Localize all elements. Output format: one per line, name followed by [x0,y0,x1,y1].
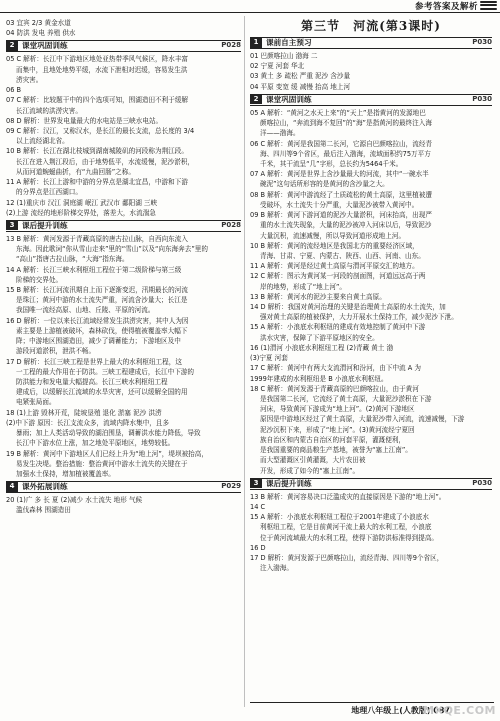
answer-line: 04 防洪 发电 养殖 供水 [6,29,76,38]
band-label: 课后提升训练 [22,220,68,230]
answer-line: 05 A 解析：“黄河之水天上来”的“天上”是指黄河的发源地巴 [250,108,426,117]
answer-line: 02 宁夏 河套 华北 [250,62,305,71]
answer-line: 重的水土流失现象，大量的泥沙被冲入河床以后，导致泥沙 [260,221,432,230]
answer-line: 长江中下游水位上涨，加之地处平原地区，地势较低。 [16,439,175,448]
answer-line: 是我国第二长河，它流经了黄土高原，大量泥沙淤积在下游 [260,395,432,403]
page-ref-tag: P030 [472,478,492,487]
section-band-preview [250,37,492,49]
answer-line: 06 C 解析：黄河是我国第二长河，它源自巴颜喀拉山，流经青 [250,139,433,148]
section-band-practice [6,40,241,52]
answer-line: 08 B 解析：黄河中游流经了土质疏松的黄土高原，这里植被遭 [250,190,432,199]
watermark: MXQE.COM [423,703,496,717]
band-label: 课后提升训练 [266,478,312,488]
answer-line: (2)上游 流经的地形阶梯交界处，落差大，水流湍急 [6,208,156,217]
answer-line: 14 D 解析：我国对黄河治理的关键是治理黄土高原的水土流失，加 [250,303,446,312]
answer-line: 族自治区和内蒙古自治区的河套平原，灌溉便利， [260,435,406,444]
answer-line: 09 B 解析：黄河下游河道的泥沙大量淤积，河床抬高，出现严 [250,211,432,220]
band-number-badge: 4 [6,482,18,492]
band-number-badge: 3 [250,479,262,489]
answer-line: 洪水灾害，保障了下游平原地区的安全。 [260,333,379,342]
answer-line: 17 C 解析：黄河中有两大支流渭河和汾河，由下中流 A 为 [250,364,421,373]
left-answers-block-3 [6,495,241,515]
band-number-badge: 2 [6,41,18,51]
answer-line: 13 B 解析：黄河水的泥沙主要来自黄土高原。 [250,292,386,301]
answer-line: 17 D 解析：长江三峡工程是世界上最大的水利枢纽工程，这 [6,357,182,366]
section-band-extension [6,481,241,493]
answer-line: 07 A 解析：黄河是世界上含沙量最大的河流，其中“一碗水半 [250,170,429,179]
answer-line: 碗泥”这句话所形容的是黄河的含沙量之大。 [260,180,389,189]
answer-line: 电紧张局面。 [16,398,56,407]
answer-line: 18 C 解析：黄河发源于青藏高原的巴颜喀拉山，由于黄河 [250,384,419,393]
answer-line: 15 A 解析：小浪底水利枢纽的建成有效地控制了黄河中下游 [250,323,426,332]
answer-line: 东海。因此歌词“你从雪山走来”里的“雪山”以及“向东海奔去”里的 [16,245,208,254]
book-logo-icon [480,1,497,11]
answer-line: 阶梯的交界处。 [16,275,63,284]
right-column [250,18,492,574]
band-number-badge: 3 [6,221,18,231]
answer-line: 泥沙沉积下来，形成了“地上河”。(3)黄河流经宁夏回 [260,425,415,434]
answer-line: 09 C 解析：汉江，又称汉水，是长江的最长支流，总长度的 3/4 [6,126,195,135]
band-number-badge: 1 [250,38,262,48]
left-answers-block-2 [6,234,241,479]
answer-line: 颜喀拉山，“奔流到海不复回”的“海”是指黄河的最终注入海 [260,119,432,128]
answer-line: 长江流域的洪涝灾害。 [16,106,82,115]
answer-line: 20 (1)广 多 长 夏 (2)减少 水土流失 地形 气候 [6,496,143,505]
band-number-badge: 2 [250,95,262,105]
page-ref-tag: P030 [472,38,492,46]
answer-line: 15 A 解析：小浪底水利枢纽工程位于2001年建成了小浪底水 [250,513,429,522]
answer-line: 03 宜宾 2/3 黄金水道 [6,19,71,27]
section-band-practice [250,94,492,106]
answer-line: 开发，形成了如今的“塞上江南”。 [260,466,360,475]
answer-line: 10 B 解析：长江在湖北枝城到湖南城陵矶的河段称为荆江段。 [6,147,188,156]
answer-line: 16 D [250,543,266,552]
answer-line: 17 D 解析：黄河发源于巴颜喀拉山，流经青海、四川等9个省区， [250,554,444,563]
section-name: 河流(第3课时) [353,19,441,33]
page-ref-tag: P028 [221,220,241,229]
right-answers-block-3 [250,492,492,574]
answer-line: 06 B [6,86,22,95]
answer-line: 04 平原 变宽 缓 减慢 抬高 地上河 [250,82,351,91]
band-label: 课堂巩固训练 [22,41,68,51]
page-footer: 地理八年级上(人教版) 087 [351,705,450,715]
section-part: 第三节 [301,19,341,33]
left-column [6,18,241,516]
page-ref-tag: P030 [472,94,492,103]
answer-line: 游段河道淤积，泄洪不畅。 [16,347,96,356]
right-answers-block-1 [250,51,492,92]
answer-line: 青海、甘肃、宁夏、内蒙古、陕西、山西、河南、山东。 [260,251,425,260]
answer-line: 从而河道蜿蜒曲折，有“九曲回肠”之称。 [16,167,135,176]
left-intro-block [6,18,241,38]
answer-line: 13 B 解析：黄河容易决口泛滥成灾的直接原因是下游的“地上河”。 [250,492,446,501]
answer-line: 08 D 解析：世界发电量最大的水电站是三峡水电站。 [6,116,163,125]
answer-line: 涝灾害。 [16,75,43,84]
answer-line: 而集中，且地处地势平缓，水流下泄相对迟缓，容易发生洪 [16,65,188,74]
answer-line: 15 B 解析：长江河流汛期自上而下逐渐变迟，汛期最长的河流 [6,286,188,295]
answer-line: 暴雨；加上人类活动导致的湖泊围垦，调蓄洪水能力降低，导致 [16,429,201,438]
band-label: 课外拓展训练 [22,482,68,492]
section-band-after-class [6,220,241,232]
answer-line: 以上流经湖北省。 [16,137,69,146]
answer-line: 12 C 解析：图示为黄河某一河段的剖面图，河道远远高于两 [250,272,426,281]
answer-line: 千米，其干流呈“几”字形，总长约为5464千米。 [260,159,403,168]
answer-line: 19 B 解析：黄河中下游地区人们已经上升为“地上河”，堤坝被抬高， [6,449,208,458]
answer-line: 13 B 解析：黄河发源于青藏高原的唐古拉山脉，自西向东流入 [6,234,188,243]
answer-line: 加强水土保持，增加植被覆盖率。 [16,469,115,478]
answer-line: 05 C 解析：长江中下游地区地处亚热带季风气候区，降水丰富 [6,55,189,64]
section-title [250,18,492,34]
answer-line: 14 A 解析：长江三峡水利枢纽工程位于第二级阶梯与第三级 [6,265,182,274]
answer-line: 强对黄土高原的植被保护，大力开展水土保持工作，减少泥沙下泄。 [260,313,458,322]
answer-line: 11 A 解析：黄河是经过黄土高原与渭河平原交汇的地方。 [250,262,419,271]
answer-line: 位于黄河流域最大的水利工程，使得下游防洪标准得到提高。 [260,533,439,542]
page-ref-tag: P028 [221,41,241,50]
answer-line: 利枢纽工程，它是目前黄河干流上最大的水利工程，小浪底 [260,523,432,532]
answer-line: 03 黄土 多 疏松 严重 泥沙 含沙量 [250,72,351,81]
answer-line: 素主要是上游植被破坏，森林砍伐，使得植被覆盖率大幅下 [16,326,188,335]
answer-line: 降；中游地区围湖造田，减少了调蓄能力；下游地区及中 [16,337,181,346]
section-band-after-class [250,478,492,490]
answer-line: 是珠江；黄河中游的水土流失严重，河流含沙量大；长江是 [16,296,188,305]
answer-line: 16 (1)渭河 小浪底水利枢纽工程 (2)青藏 黄土 渤 [250,343,394,352]
answer-line: 原因是中游地区经过了黄土高原，大量泥沙带入河流，流速减慢，下游 [260,415,465,424]
answer-line: 我国唯一流经高原、山地、丘陵、平原的河流。 [16,306,155,315]
answer-line: 一工程的最大作用在于防洪。三峡工程建成后，长江中下游的 [16,367,195,376]
answer-line: 而大型灌溉区引黄灌溉，大片农田被 [260,456,366,465]
answer-line: 10 B 解析：黄河的流经地区是我国北方的重要经济区域， [250,241,419,250]
left-answers-block-1 [6,54,241,218]
answer-line: 长江在进入荆江段后，由于地势低平，水流缓慢，泥沙淤积， [16,157,195,166]
band-label: 课堂巩固训练 [266,94,312,104]
answer-line: 12 (1)重庆市 汉江 洞庭湖 岷江 武汉市 鄱阳湖 三峡 [6,198,158,207]
page-ref-tag: P029 [221,482,241,491]
answer-line: 岸的地势，形成了“地上河”。 [260,282,346,291]
band-label: 课前自主预习 [266,38,312,47]
answer-line: 大量沉积，流速减慢，所以导致河道形成地上河。 [260,231,406,240]
answer-line: 防洪能力和发电量大幅提高。长江三峡水利枢纽工程 [16,378,168,386]
answer-line: 滥伐森林 围湖造田 [16,506,71,515]
answer-line: 受破坏，水土流失十分严重，大量泥沙被带入黄河中。 [260,200,419,209]
answer-line: 11 A 解析：长江上游和中游的分界点是湖北宜昌，中游和下游 [6,178,188,187]
answer-line: 洋——渤海。 [260,129,300,138]
answer-line: 01 巴颜喀拉山 渤海 二 [250,52,318,60]
answer-line: 1999年建成的水利枢纽是 B 小浪底水利枢纽。 [250,374,388,383]
answer-line: 18 (1)上游 毁林开荒，陡坡垦殖 退化 淤塞 泥沙 洪涝 [6,408,162,417]
answer-line: “高山”指唐古拉山脉，“大海”指东海。 [16,255,129,264]
answer-line: 海、四川等9个省区，最后注入渤海，流域面积约75万平方 [260,149,431,158]
answer-line: 易发生决堤。整治措施：整治黄河中游水土流失的关键在于 [16,459,188,468]
answer-line: 河床，导致黄河下游成为“地上河”。(2)黄河下游地区 [260,405,415,414]
right-answers-block-2 [250,108,492,476]
answer-line: (2)中下游 原因：长江支流众多，流域内降水集中，且多 [6,418,170,427]
answer-line: 建成后，以缓解长江流域的水旱灾害，还可以缓解全国的用 [16,388,188,397]
answer-line: 注入渤海。 [260,564,293,573]
answer-line: 是我国重要的商品粮生产基地，被誉为“塞上江南”。 [260,446,412,455]
answer-line: 07 C 解析：比较题干中的四个选项可知，围湖造田不利于缓解 [6,96,189,105]
answer-line: 的分界点是江西湖口。 [16,188,82,197]
column-divider [244,16,245,707]
header-title: 参考答案及解析 [414,2,478,12]
answer-line: 16 D 解析：一位以来长江流域经常发生洪涝灾害，其中人为因 [6,316,189,325]
answer-line: (3)宁夏 河套 [250,354,288,363]
answer-line: 14 C [250,502,266,511]
